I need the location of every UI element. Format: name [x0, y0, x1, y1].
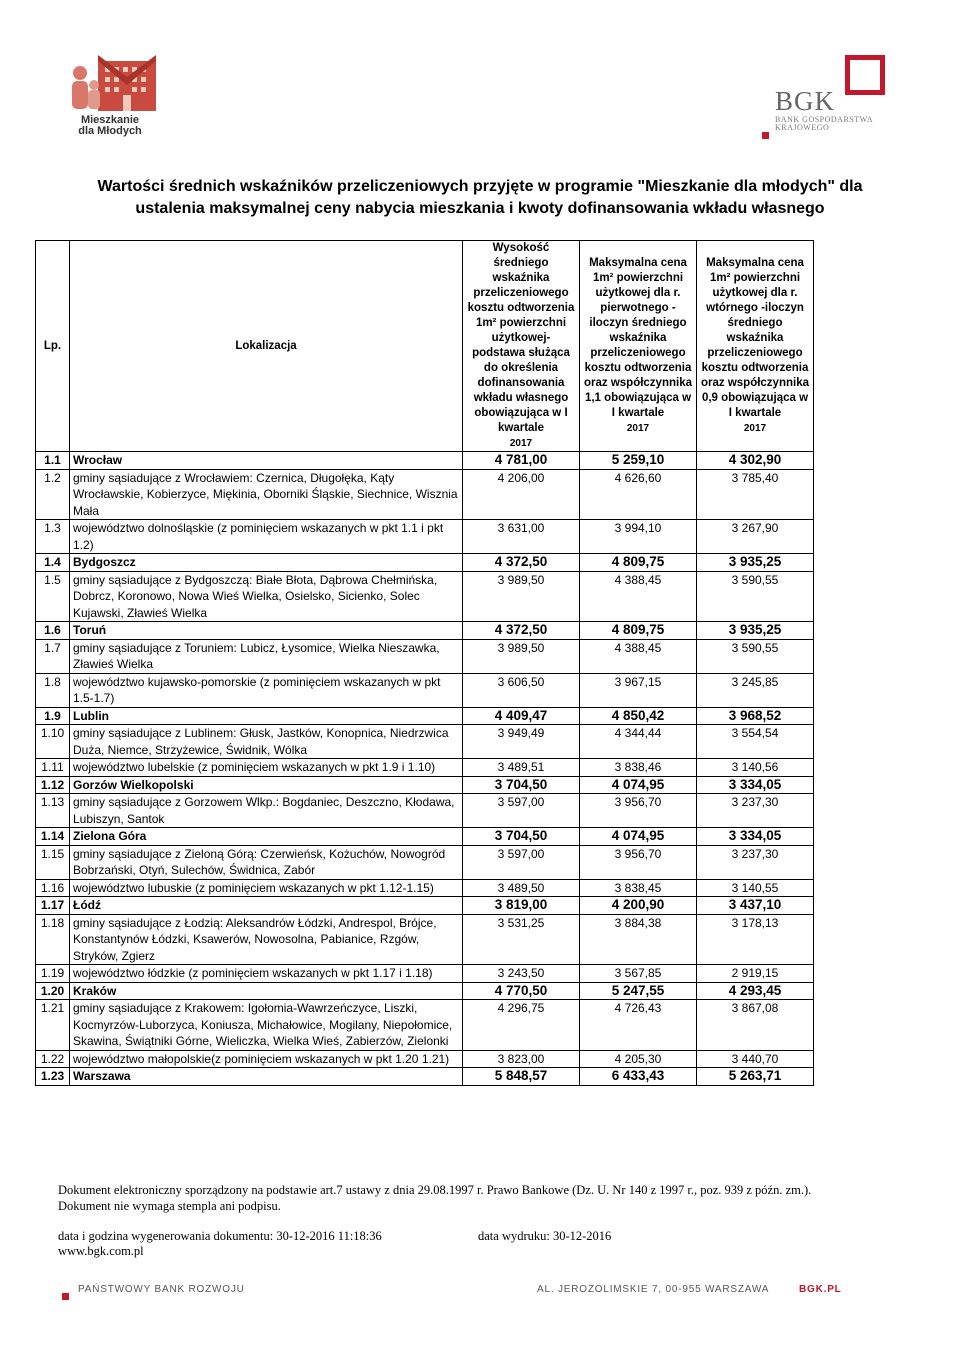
cell-value-1: 4 409,47: [463, 707, 580, 725]
cell-value-2: 3 956,70: [580, 794, 697, 828]
cell-lp: 1.15: [36, 845, 70, 879]
cell-lp: 1.14: [36, 828, 70, 846]
table-row: [36, 794, 814, 828]
cell-value-2: 3 884,38: [580, 914, 697, 965]
cell-lp: 1.21: [36, 1000, 70, 1051]
cell-value-2: 4 726,43: [580, 1000, 697, 1051]
cell-value-1: 3 819,00: [463, 897, 580, 915]
bgk-logo: [760, 50, 900, 145]
cell-value-3: 3 590,55: [697, 571, 814, 622]
cell-value-1: 3 597,00: [463, 845, 580, 879]
cell-lokalizacja: Gorzów Wielkopolski: [70, 776, 463, 794]
logo-text-line2: dla Młodych: [78, 125, 142, 137]
cell-value-2: 4 074,95: [580, 776, 697, 794]
house-figures-icon: [58, 55, 168, 117]
table-header-row: [36, 241, 814, 452]
bgk-subtitle: [775, 116, 885, 132]
cell-value-1: 5 848,57: [463, 1068, 580, 1086]
cell-lokalizacja: Kraków: [70, 982, 463, 1000]
cell-lokalizacja: gminy sąsiadujące z Łodzią: Aleksandrów Łódzki, Andrespol, Brójce, Konstantynów Łódzki, Ksawerów, Nowosolna, Pabianice, Rzgów, Stryków, Zgierz: [70, 914, 463, 965]
cell-lp: 1.19: [36, 965, 70, 983]
mieszkanie-dla-mlodych-logo: [58, 55, 168, 140]
table-row: [36, 452, 814, 470]
header-col1: [463, 241, 580, 452]
cell-lp: 1.11: [36, 759, 70, 777]
cell-value-1: 4 770,50: [463, 982, 580, 1000]
cell-value-2: 5 259,10: [580, 452, 697, 470]
website-link[interactable]: www.bgk.com.pl: [58, 1244, 144, 1258]
cell-value-3: 3 334,05: [697, 776, 814, 794]
table-body: [36, 452, 814, 1086]
cell-lokalizacja: województwo łódzkie (z pominięciem wskazanych w pkt 1.17 i 1.18): [70, 965, 463, 983]
cell-value-3: 3 554,54: [697, 725, 814, 759]
cell-lp: 1.22: [36, 1050, 70, 1068]
table-row: [36, 622, 814, 640]
cell-value-1: 4 372,50: [463, 554, 580, 572]
cell-lp: 1.6: [36, 622, 70, 640]
cell-lokalizacja: gminy sąsiadujące z Lublinem: Głusk, Jastków, Konopnica, Niedrzwica Duża, Niemce, Strzyżewice, Świdnik, Wólka: [70, 725, 463, 759]
cell-value-3: 3 590,55: [697, 639, 814, 673]
cell-value-2: 3 967,15: [580, 673, 697, 707]
bgk-dot-icon: [762, 132, 769, 139]
header-lokalizacja: Lokalizacja: [70, 241, 463, 452]
cell-lp: 1.5: [36, 571, 70, 622]
cell-value-2: 4 200,90: [580, 897, 697, 915]
cell-value-1: 3 606,50: [463, 673, 580, 707]
cell-value-2: 3 838,45: [580, 879, 697, 897]
cell-lp: 1.23: [36, 1068, 70, 1086]
cell-value-1: 3 631,00: [463, 520, 580, 554]
table-row: [36, 639, 814, 673]
footer-site-link[interactable]: BGK.PL: [799, 1284, 842, 1295]
cell-lp: 1.7: [36, 639, 70, 673]
bgk-square-icon: [845, 55, 885, 95]
cell-lokalizacja: gminy sąsiadujące z Gorzowem Wlkp.: Bogdaniec, Deszczno, Kłodawa, Lubiszyn, Santok: [70, 794, 463, 828]
table-row: [36, 982, 814, 1000]
legal-footnote: [58, 1182, 938, 1214]
footer-dot-icon: [62, 1293, 69, 1300]
table-row: [36, 965, 814, 983]
cell-lp: 1.3: [36, 520, 70, 554]
cell-value-3: 5 263,71: [697, 1068, 814, 1086]
cell-value-3: 3 178,13: [697, 914, 814, 965]
cell-lp: 1.17: [36, 897, 70, 915]
title-line2: ustalenia maksymalnej ceny nabycia mieszkania i kwoty dofinansowania wkładu własnego: [135, 200, 825, 217]
cell-lokalizacja: Zielona Góra: [70, 828, 463, 846]
cell-lokalizacja: Bydgoszcz: [70, 554, 463, 572]
print-date: data wydruku: 30-12-2016: [478, 1229, 612, 1243]
cell-value-3: 3 140,56: [697, 759, 814, 777]
cell-value-1: 3 243,50: [463, 965, 580, 983]
cell-value-2: 4 626,60: [580, 469, 697, 520]
header-col1-year: 2017: [509, 438, 533, 449]
cell-lp: 1.16: [36, 879, 70, 897]
cell-value-3: 3 437,10: [697, 897, 814, 915]
cell-value-1: 4 296,75: [463, 1000, 580, 1051]
cell-value-1: 4 372,50: [463, 622, 580, 640]
generated-datetime: data i godzina wygenerowania dokumentu: 30-12-2016 11:18:36: [58, 1229, 382, 1243]
header-col3-year: 2017: [743, 423, 767, 434]
footnote-line2: Dokument nie wymaga stempla ani podpisu.: [58, 1199, 281, 1213]
cell-value-2: 4 809,75: [580, 554, 697, 572]
cell-value-1: 3 949,49: [463, 725, 580, 759]
cell-lp: 1.1: [36, 452, 70, 470]
cell-value-1: 4 206,00: [463, 469, 580, 520]
bgk-subtitle-line1: BANK GOSPODARSTWA: [775, 115, 874, 124]
cell-lokalizacja: województwo lubelskie (z pominięciem wskazanych w pkt 1.9 i 1.10): [70, 759, 463, 777]
cell-lokalizacja: Lublin: [70, 707, 463, 725]
cell-lokalizacja: Wrocław: [70, 452, 463, 470]
cell-lokalizacja: gminy sąsiadujące z Krakowem: Igołomia-Wawrzeńczyce, Liszki, Kocmyrzów-Luborzyca, Koniusza, Michałowice, Mogilany, Niepołomice, Skawina, Świątniki Górne, Wieliczka, Wielka Wieś, Zabierzów, Zielonki: [70, 1000, 463, 1051]
cell-value-3: 2 919,15: [697, 965, 814, 983]
cell-value-2: 4 074,95: [580, 828, 697, 846]
cell-lokalizacja: Łódź: [70, 897, 463, 915]
table-row: [36, 879, 814, 897]
header-col1-text: Wysokość średniego wskaźnika przeliczeniowego kosztu odtworzenia 1m² powierzchni użytkowej- podstawa służąca do określenia dofinansowania wkładu własnego obowiązująca w I kwartale: [467, 242, 575, 434]
cell-lp: 1.12: [36, 776, 70, 794]
cell-value-2: 3 567,85: [580, 965, 697, 983]
cell-value-1: 3 989,50: [463, 571, 580, 622]
cell-value-1: 3 704,50: [463, 776, 580, 794]
cell-value-1: 3 704,50: [463, 828, 580, 846]
header-col3-text: Maksymalna cena 1m² powierzchni użytkowej dla r. wtórnego -iloczyn średniego wskaźnika przeliczeniowego kosztu odtworzenia oraz współczynnika 0,9 obowiązująca w I kwartale: [700, 257, 809, 419]
bgk-subtitle-line2: KRAJOWEGO: [775, 123, 830, 132]
cell-value-1: 3 989,50: [463, 639, 580, 673]
cell-value-3: 3 237,30: [697, 845, 814, 879]
page-title: [40, 176, 920, 220]
cell-lp: 1.8: [36, 673, 70, 707]
cell-lp: 1.2: [36, 469, 70, 520]
cell-value-1: 3 597,00: [463, 794, 580, 828]
title-line1: Wartości średnich wskaźników przeliczeniowych przyjęte w programie "Mieszkanie dla młodych" dla: [97, 178, 863, 195]
cell-value-2: 4 388,45: [580, 639, 697, 673]
cell-value-3: 4 302,90: [697, 452, 814, 470]
table-row: [36, 845, 814, 879]
header-col2-year: 2017: [626, 423, 650, 434]
cell-value-2: 5 247,55: [580, 982, 697, 1000]
cell-value-2: 4 388,45: [580, 571, 697, 622]
cell-value-3: 3 785,40: [697, 469, 814, 520]
cell-value-2: 3 994,10: [580, 520, 697, 554]
cell-value-2: 4 205,30: [580, 1050, 697, 1068]
cell-lokalizacja: gminy sąsiadujące z Wrocławiem: Czernica, Długołęka, Kąty Wrocławskie, Kobierzyce, Miękinia, Oborniki Śląskie, Siechnice, Wisznia Mała: [70, 469, 463, 520]
cell-lokalizacja: województwo dolnośląskie (z pominięciem wskazanych w pkt 1.1 i pkt 1.2): [70, 520, 463, 554]
cell-value-3: 3 245,85: [697, 673, 814, 707]
table-row: [36, 520, 814, 554]
cell-value-3: 3 237,30: [697, 794, 814, 828]
cell-value-2: 4 344,44: [580, 725, 697, 759]
cell-lokalizacja: gminy sąsiadujące z Toruniem: Lubicz, Łysomice, Wielka Nieszawka, Zławieś Wielka: [70, 639, 463, 673]
cell-value-3: 3 334,05: [697, 828, 814, 846]
header-col2-text: Maksymalna cena 1m² powierzchni użytkowej dla r. pierwotnego - iloczyn średniego wskaźnika przeliczeniowego kosztu odtworzenia oraz współczynnika 1,1 obowiązująca w I kwartale: [583, 257, 692, 419]
cell-value-3: 3 867,08: [697, 1000, 814, 1051]
cell-value-1: 3 489,51: [463, 759, 580, 777]
header-lp: Lp.: [36, 241, 70, 452]
table-row: [36, 673, 814, 707]
cell-value-1: 4 781,00: [463, 452, 580, 470]
cell-lokalizacja: województwo kujawsko-pomorskie (z pominięciem wskazanych w pkt 1.5-1.7): [70, 673, 463, 707]
cell-value-2: 4 850,42: [580, 707, 697, 725]
cell-lokalizacja: Toruń: [70, 622, 463, 640]
cell-value-2: 3 838,46: [580, 759, 697, 777]
table-row: [36, 469, 814, 520]
cell-lokalizacja: gminy sąsiadujące z Bydgoszczą: Białe Błota, Dąbrowa Chełmińska, Dobrcz, Koronowo, Nowa Wieś Wielka, Osielsko, Sicienko, Solec Kujawski, Zławieś Wielka: [70, 571, 463, 622]
table-row: [36, 554, 814, 572]
header-col3: [697, 241, 814, 452]
table-row: [36, 759, 814, 777]
cell-value-3: 3 935,25: [697, 554, 814, 572]
cell-value-1: 3 531,25: [463, 914, 580, 965]
table-row: [36, 707, 814, 725]
cell-lokalizacja: województwo lubuskie (z pominięciem wskazanych w pkt 1.12-1.15): [70, 879, 463, 897]
footer-bank-name: PAŃSTWOWY BANK ROZWOJU: [78, 1284, 245, 1295]
table-row: [36, 1068, 814, 1086]
cell-value-1: 3 823,00: [463, 1050, 580, 1068]
bgk-name: BGK: [775, 86, 836, 116]
cell-lokalizacja: Warszawa: [70, 1068, 463, 1086]
cell-value-2: 6 433,43: [580, 1068, 697, 1086]
cell-lp: 1.4: [36, 554, 70, 572]
cell-value-3: 4 293,45: [697, 982, 814, 1000]
table-row: [36, 571, 814, 622]
cell-value-2: 3 956,70: [580, 845, 697, 879]
cell-lokalizacja: województwo małopolskie(z pominięciem wskazanych w pkt 1.20 1.21): [70, 1050, 463, 1068]
table-row: [36, 776, 814, 794]
cell-value-3: 3 440,70: [697, 1050, 814, 1068]
cell-lp: 1.20: [36, 982, 70, 1000]
table-row: [36, 1050, 814, 1068]
table-row: [36, 725, 814, 759]
cell-value-2: 4 809,75: [580, 622, 697, 640]
table-row: [36, 1000, 814, 1051]
footnote-line1: Dokument elektroniczny sporządzony na podstawie art.7 ustawy z dnia 29.08.1997 r. Prawo Bankowe (Dz. U. Nr 140 z 1997 r., poz. 939 z późn. zm.).: [58, 1183, 812, 1197]
footer-address: AL. JEROZOLIMSKIE 7, 00-955 WARSZAWA: [537, 1284, 770, 1295]
cell-value-3: 3 140,55: [697, 879, 814, 897]
header-col2: [580, 241, 697, 452]
cell-lp: 1.18: [36, 914, 70, 965]
cell-value-3: 3 935,25: [697, 622, 814, 640]
table-row: [36, 897, 814, 915]
table-row: [36, 828, 814, 846]
table-row: [36, 914, 814, 965]
cell-value-1: 3 489,50: [463, 879, 580, 897]
rates-table: [35, 240, 814, 1086]
cell-value-3: 3 968,52: [697, 707, 814, 725]
cell-lp: 1.9: [36, 707, 70, 725]
logo-text-line1: Mieszkanie: [80, 114, 140, 126]
cell-lokalizacja: gminy sąsiadujące z Zieloną Górą: Czerwieńsk, Kożuchów, Nowogród Bobrzański, Otyń, Sulechów, Świdnica, Zabór: [70, 845, 463, 879]
cell-lp: 1.10: [36, 725, 70, 759]
cell-value-3: 3 267,90: [697, 520, 814, 554]
cell-lp: 1.13: [36, 794, 70, 828]
